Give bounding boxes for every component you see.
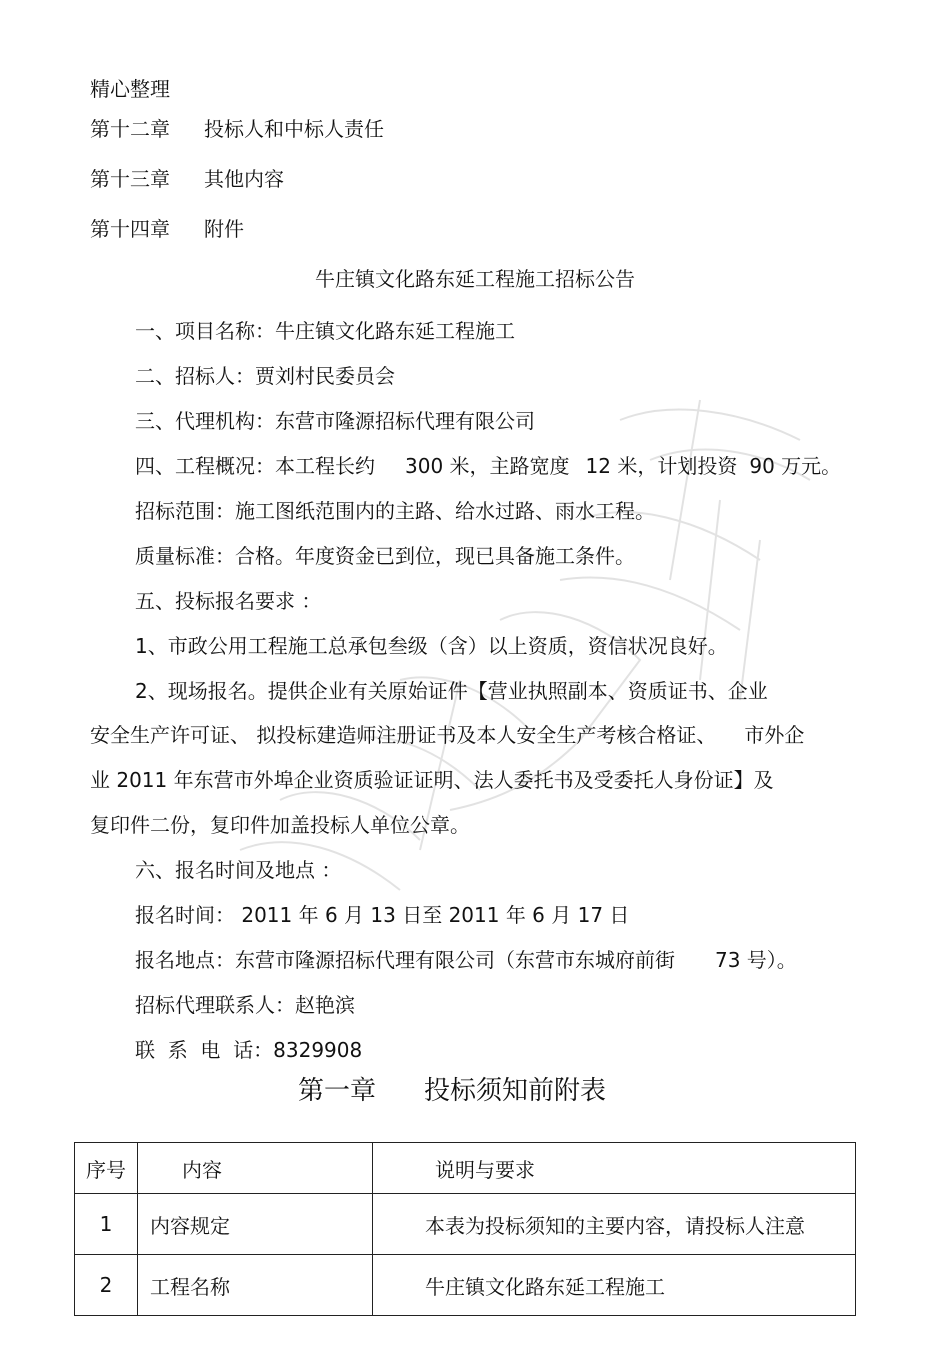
project-overview: 四、工程概况：本工程长约 300 米，主路宽度 12 米，计划投资 90 万元。 [135, 454, 842, 478]
quality: 质量标准：合格。年度资金已到位，现已具备施工条件。 [135, 544, 635, 568]
row-no: 1 [75, 1194, 138, 1255]
registration-place: 报名地点：东营市隆源招标代理有限公司（东营市东城府前街 73 号）。 [135, 948, 797, 972]
registration-time: 报名时间： 2011 年 6 月 13 日至 2011 年 6 月 17 日 [135, 903, 630, 927]
toc-entry-13 [90, 166, 284, 192]
header-cell-no: 序号 [75, 1143, 138, 1194]
toc-title: 其他内容 [204, 167, 284, 191]
tenderer: 二、招标人：贾刘村民委员会 [135, 364, 395, 388]
table-header-row [75, 1143, 856, 1194]
table-row [75, 1194, 856, 1255]
toc-chapter: 第十三章 [90, 167, 170, 191]
header-note: 精心整理 [90, 77, 170, 101]
agency: 三、代理机构：东营市隆源招标代理有限公司 [135, 409, 535, 433]
scope: 招标范围：施工图纸范围内的主路、给水过路、雨水工程。 [135, 499, 655, 523]
row-no: 2 [75, 1255, 138, 1316]
row-desc: 牛庄镇文化路东延工程施工 [373, 1255, 856, 1316]
project-name: 一、项目名称：牛庄镇文化路东延工程施工 [135, 319, 515, 343]
tender-info-table [74, 1142, 856, 1316]
row-content: 工程名称 [138, 1255, 373, 1316]
chapter-one-heading: 第一章 投标须知前附表 [298, 1076, 607, 1106]
agency-contact: 招标代理联系人：赵艳滨 [135, 993, 355, 1017]
contact-phone: 联 系 电 话：8329908 [135, 1038, 363, 1062]
toc-title: 投标人和中标人责任 [204, 117, 384, 141]
requirement-2-line1: 2、现场报名。提供企业有关原始证件【营业执照副本、资质证书、企业 [135, 679, 768, 703]
header-cell-desc: 说明与要求 [373, 1143, 856, 1194]
row-content: 内容规定 [138, 1194, 373, 1255]
header-cell-content: 内容 [138, 1143, 373, 1194]
toc-title: 附件 [204, 217, 244, 241]
table-row [75, 1255, 856, 1316]
notice-title: 牛庄镇文化路东延工程施工招标公告 [315, 267, 635, 291]
toc-entry-14 [90, 216, 244, 242]
time-place-heading: 六、报名时间及地点 ： [135, 858, 342, 882]
row-desc: 本表为投标须知的主要内容，请投标人注意 [373, 1194, 856, 1255]
toc-chapter: 第十二章 [90, 117, 170, 141]
toc-chapter: 第十四章 [90, 217, 170, 241]
requirements-heading: 五、投标报名要求 ： [135, 589, 322, 613]
requirement-2-line3: 业 2011 年东营市外埠企业资质验证证明、法人委托书及受委托人身份证】及 [90, 768, 774, 792]
toc-entry-12 [90, 116, 384, 142]
requirement-2-line2: 安全生产许可证、 拟投标建造师注册证书及本人安全生产考核合格证、 市外企 [90, 723, 805, 747]
requirement-1: 1、市政公用工程施工总承包叁级（含）以上资质，资信状况良好。 [135, 634, 728, 658]
requirement-2-line4: 复印件二份，复印件加盖投标人单位公章。 [90, 813, 470, 837]
